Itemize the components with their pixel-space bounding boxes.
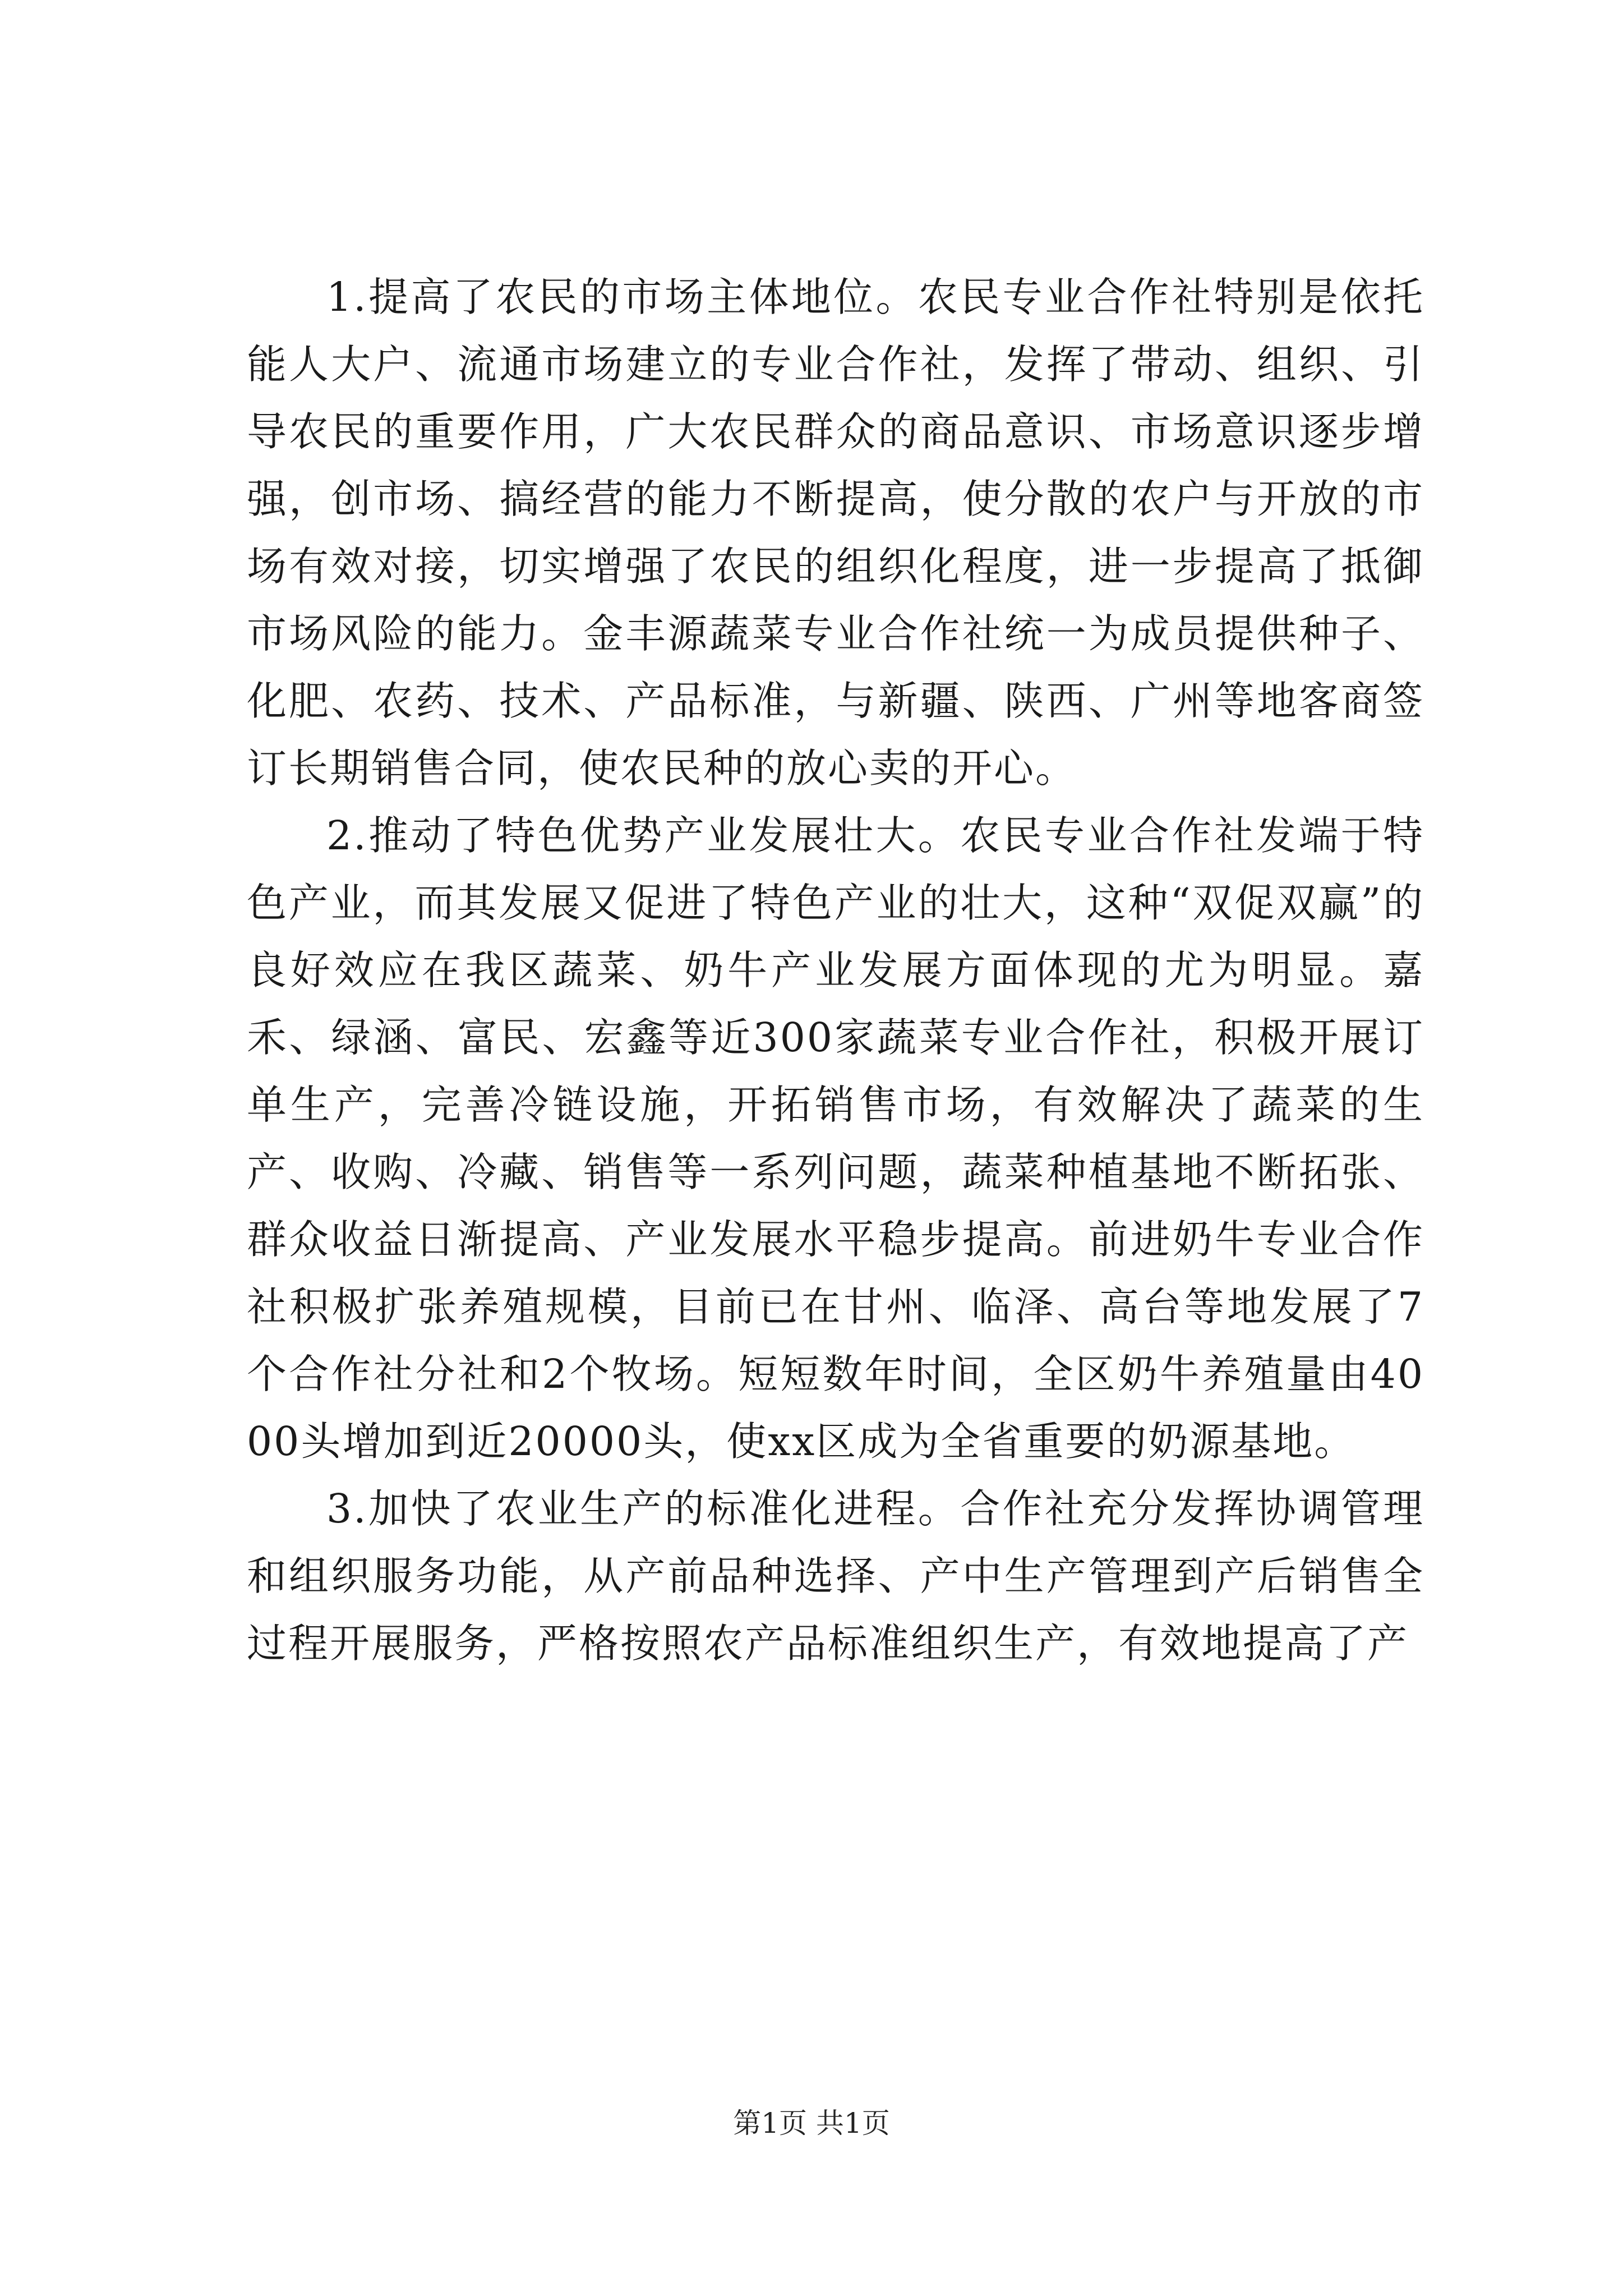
document-body — [247, 264, 1424, 1677]
paragraph-1: 1.提高了农民的市场主体地位。农民专业合作社特别是依托能人大户、流通市场建立的专业合作社，发挥了带动、组织、引导农民的重要作用，广大农民群众的商品意识、市场意识逐步增强，创市场、搞经营的能力不断提高，使分散的农户与开放的市场有效对接，切实增强了农民的组织化程度，进一步提高了抵御市场风险的能力。金丰源蔬菜专业合作社统一为成员提供种子、化肥、农药、技术、产品标准，与新疆、陕西、广州等地客商签订长期销售合同，使农民种的放心卖的开心。 — [247, 274, 1424, 792]
page-footer: 第1页 共1页 — [733, 2107, 890, 2139]
paragraph-2: 2.推动了特色优势产业发展壮大。农民专业合作社发端于特色产业，而其发展又促进了特色产业的壮大，这种“双促双赢”的良好效应在我区蔬菜、奶牛产业发展方面体现的尤为明显。嘉禾、绿涵、富民、宏鑫等近300家蔬菜专业合作社，积极开展订单生产，完善冷链设施，开拓销售市场，有效解决了蔬菜的生产、收购、冷藏、销售等一系列问题，蔬菜种植基地不断拓张、群众收益日渐提高、产业发展水平稳步提高。前进奶牛专业合作社积极扩张养殖规模，目前已在甘州、临泽、高台等地发展了7个合作社分社和2个牧场。短短数年时间，全区奶牛养殖量由4000头增加到近20000头，使xx区成为全省重要的奶源基地。 — [247, 812, 1424, 1465]
paragraph-3: 3.加快了农业生产的标准化进程。合作社充分发挥协调管理和组织服务功能，从产前品种选择、产中生产管理到产后销售全过程开展服务，严格按照农产品标准组织生产，有效地提高了产 — [247, 1485, 1424, 1667]
